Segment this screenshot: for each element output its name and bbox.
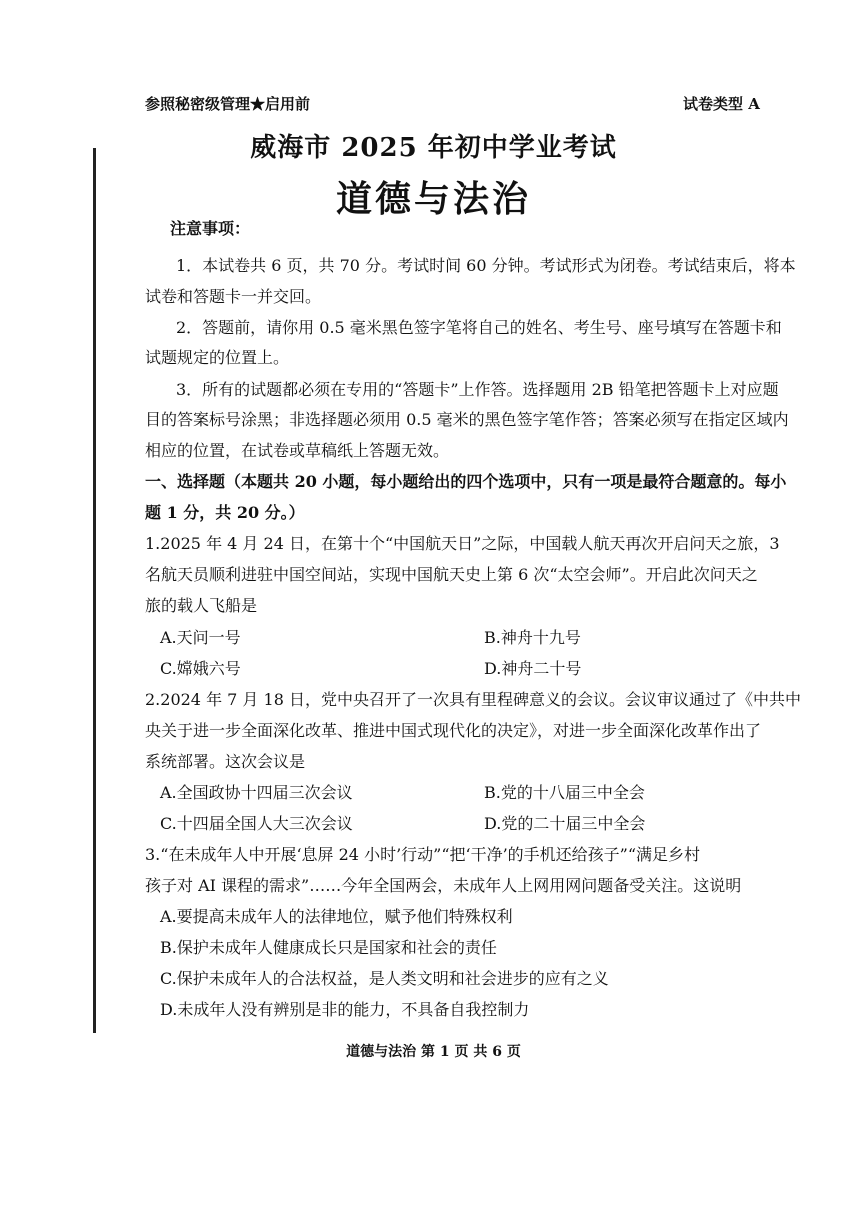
question-1-option-c: C.嫦娥六号	[160, 659, 241, 678]
question-2-stem-line-3: 系统部署。这次会议是	[145, 752, 306, 771]
notice-item-2-line-1: 2．答题前，请你用 0.5 毫米黑色签字笔将自己的姓名、考生号、座号填写在答题卡和	[176, 318, 782, 337]
binding-margin-line	[93, 148, 96, 1033]
notice-item-1-line-1: 1．本试卷共 6 页，共 70 分。考试时间 60 分钟。考试形式为闭卷。考试结束后，将本	[176, 256, 796, 275]
page-footer: 道德与法治 第 1 页 共 6 页	[346, 1044, 521, 1060]
question-3-stem-line-1: 3.“在未成年人中开展‘息屏 24 小时’行动”“把‘干净’的手机还给孩子”“满足乡村	[145, 845, 701, 864]
notice-heading: 注意事项：	[170, 219, 251, 238]
question-1-option-b: B.神舟十九号	[484, 628, 581, 647]
notice-item-3-line-3: 相应的位置，在试卷或草稿纸上答题无效。	[145, 441, 450, 460]
question-2-stem-line-1: 2.2024 年 7 月 18 日，党中央召开了一次具有里程碑意义的会议。会议审议通过了《中共中	[145, 690, 801, 709]
question-1-stem-line-2: 名航天员顺利进驻中国空间站，实现中国航天史上第 6 次“太空会师”。开启此次问天之	[145, 565, 758, 584]
section-heading-line-1: 一、选择题（本题共 20 小题，每小题给出的四个选项中，只有一项是最符合题意的。每小	[145, 472, 787, 491]
question-3-option-c: C.保护未成年人的合法权益，是人类文明和社会进步的应有之义	[160, 969, 609, 988]
question-1-stem-line-3: 旅的载人飞船是	[145, 596, 258, 615]
question-1-option-d: D.神舟二十号	[484, 659, 582, 678]
question-2-option-a: A.全国政协十四届三次会议	[160, 783, 353, 802]
question-2-stem-line-2: 央关于进一步全面深化改革、推进中国式现代化的决定》，对进一步全面深化改革作出了	[145, 721, 762, 740]
notice-item-2-line-2: 试题规定的位置上。	[145, 348, 290, 367]
question-1-stem-line-1: 1.2025 年 4 月 24 日，在第十个“中国航天日”之际，中国载人航天再次开启问天之旅，3	[145, 534, 780, 553]
question-2-option-b: B.党的十八届三中全会	[484, 783, 645, 802]
question-3-option-b: B.保护未成年人健康成长只是国家和社会的责任	[160, 938, 497, 957]
paper-type-label: 试卷类型 A	[683, 95, 760, 113]
section-heading-line-2: 题 1 分，共 20 分。）	[145, 503, 305, 522]
question-3-option-d: D.未成年人没有辨别是非的能力，不具备自我控制力	[160, 1000, 530, 1019]
question-3-stem-line-2: 孩子对 AI 课程的需求”……今年全国两会，未成年人上网用网问题备受关注。这说明	[145, 876, 742, 895]
exam-title: 威海市 2025 年初中学业考试	[250, 133, 617, 163]
secrecy-label: 参照秘密级管理★启用前	[145, 95, 311, 113]
question-3-option-a: A.要提高未成年人的法律地位，赋予他们特殊权利	[160, 907, 513, 926]
question-1-option-a: A.天问一号	[160, 628, 241, 647]
question-2-option-d: D.党的二十届三中全会	[484, 814, 646, 833]
question-2-option-c: C.十四届全国人大三次会议	[160, 814, 353, 833]
notice-item-1-line-2: 试卷和答题卡一并交回。	[145, 287, 322, 306]
notice-item-3-line-2: 目的答案标号涂黑；非选择题必须用 0.5 毫米的黑色签字笔作答；答案必须写在指定区域内	[145, 410, 789, 429]
subject-title: 道德与法治	[335, 178, 531, 220]
notice-item-3-line-1: 3．所有的试题都必须在专用的“答题卡”上作答。选择题用 2B 铅笔把答题卡上对应题	[176, 380, 779, 399]
